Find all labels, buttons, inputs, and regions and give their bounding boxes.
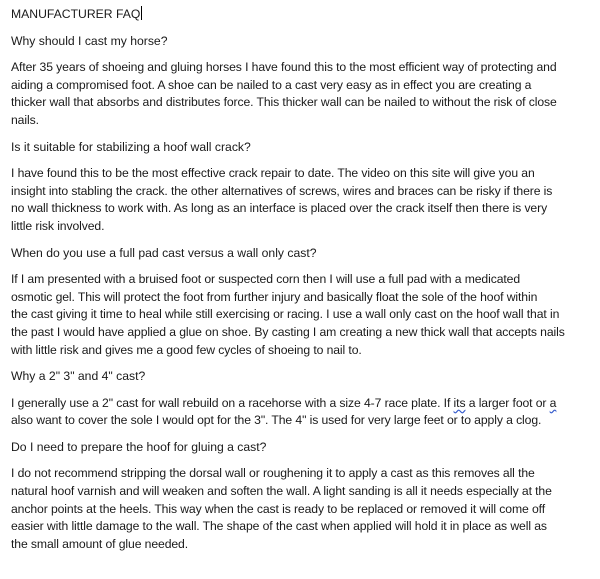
answer-line: aiding a compromised foot. A shoe can be nailed to a cast very easy as in effect you are creating a xyxy=(11,77,532,92)
answer-line: no wall thickness to work with. As long as an interface is placed over the crack itself then there is very xyxy=(11,201,548,216)
faq-question: Do I need to prepare the hoof for gluing a cast? xyxy=(11,439,267,454)
faq-answer xyxy=(11,395,592,430)
answer-line: I do not recommend stripping the dorsal wall or roughening it to apply a cast as this removes all the xyxy=(11,466,535,481)
faq-item xyxy=(11,245,592,360)
answer-line: the small amount of glue needed. xyxy=(11,536,189,551)
answer-line: easier with little damage to the wall. The shape of the cast when applied will hold it in place as well as xyxy=(11,519,547,534)
answer-line: I generally use a 2" cast for wall rebuild on a racehorse with a size 4-7 race plate. If its a larger foot or a xyxy=(11,395,557,410)
faq-answer xyxy=(11,271,592,359)
answer-line: If I am presented with a bruised foot or suspected corn then I will use a full pad with a medicated xyxy=(11,272,521,287)
faq-item xyxy=(11,33,592,130)
spellcheck-mark: a xyxy=(549,395,557,410)
document-title-text: MANUFACTURER FAQ xyxy=(11,7,141,21)
answer-line: with little risk and gives me a good few cycles of shoeing to nail to. xyxy=(11,342,362,357)
answer-line: nails. xyxy=(11,112,39,127)
faq-question: Why a 2" 3" and 4" cast? xyxy=(11,369,146,384)
faq-question: When do you use a full pad cast versus a wall only cast? xyxy=(11,245,317,260)
answer-line: thicker wall that absorbs and distributes force. This thicker wall can be nailed to without the risk of close xyxy=(11,95,557,110)
answer-line: natural hoof varnish and will weaken and soften the wall. A light sanding is all it needs especially at the xyxy=(11,484,552,499)
faq-answer xyxy=(11,465,592,553)
faq-question: Is it suitable for stabilizing a hoof wall crack? xyxy=(11,139,251,154)
answer-line: the past I would have applied a glue on shoe. By casting I am creating a new thick wall that accepts nails xyxy=(11,324,565,339)
answer-line: osmotic gel. This will protect the foot from further injury and basically float the sole of the hoof within xyxy=(11,289,538,304)
faq-question: Why should I cast my horse? xyxy=(11,33,168,48)
answer-line: I have found this to be the most effective crack repair to date. The video on this site will give you an xyxy=(11,166,535,181)
answer-line: little risk involved. xyxy=(11,218,105,233)
answer-line: the cast giving it time to heal while still exercising or racing. I use a wall only cast on the hoof wall that in xyxy=(11,307,560,322)
answer-line: also want to cover the sole I would opt for the 3". The 4" is used for very large feet or to apply a clog. xyxy=(11,413,542,428)
faq-answer xyxy=(11,59,592,129)
answer-line: After 35 years of shoeing and gluing horses I have found this to the most efficient way of protecting and xyxy=(11,60,557,75)
spellcheck-mark: its xyxy=(453,395,466,410)
faq-item xyxy=(11,368,592,430)
faq-answer xyxy=(11,165,592,235)
text-cursor xyxy=(141,6,142,20)
answer-line: anchor points at the heels. This way when the cast is ready to be replaced or removed it will come off xyxy=(11,501,546,516)
faq-item xyxy=(11,439,592,554)
faq-item xyxy=(11,139,592,236)
answer-line: insight into stabling the crack. the other alternatives of screws, wires and braces can be risky if there is xyxy=(11,183,553,198)
document-title xyxy=(11,6,592,24)
